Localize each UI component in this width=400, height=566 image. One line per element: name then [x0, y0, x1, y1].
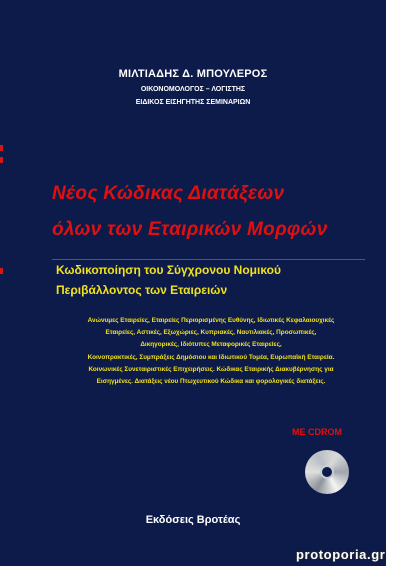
red-edge-marker	[0, 145, 3, 151]
red-edge-marker	[0, 157, 3, 163]
divider-line	[52, 259, 365, 260]
book-title-line-2: όλων των Εταιρικών Μορφών	[52, 219, 328, 240]
cd-disc-icon	[305, 450, 349, 494]
description-line: Κοινοπρακτικές, Συμπράξεις Δημόσιου και Ιδιωτικού Τομέα, Ευρωπαϊκή Εταιρεία.	[87, 353, 335, 361]
publisher-name: Εκδόσεις Βροτέας	[145, 514, 241, 526]
description-line: Ανώνυμες Εταιρείες, Εταιρείες Περιορισμένης Ευθύνης, Ιδιωτικές Κεφαλαιουχικές	[87, 317, 335, 324]
subtitle-line-1: Κωδικοποίηση του Σύγχρονου Νομικού	[56, 263, 281, 277]
cover-edge	[386, 0, 400, 566]
cdrom-label: ΜΕ CDROM	[292, 427, 342, 437]
author-profession: ΟΙΚΟΝΟΜΟΛΟΓΟΣ – ΛΟΓΙΣΤΗΣ	[140, 86, 246, 93]
description-line: Δικηγορικές, Ιδιότυπες Μεταφορικές Εταιρείες,	[140, 341, 282, 349]
author-role: ΕΙΔΙΚΟΣ ΕΙΣΗΓΗΤΗΣ ΣΕΜΙΝΑΡΙΩΝ	[135, 99, 251, 106]
red-edge-marker	[0, 268, 3, 274]
description-line: Εταιρείες, Αστικές, Εξωχώριες, Κυπριακές, Ναυτιλιακές, Προσωπικές,	[105, 329, 317, 337]
description-line: Κοινωνικές Συνεταιριστικές Επιχειρήσεις. Κώδικας Εταιρικής Διακυβέρνησης για	[88, 365, 334, 373]
subtitle-line-2: Περιβάλλοντος των Εταιρειών	[56, 283, 228, 297]
book-title-line-1: Νέος Κώδικας Διατάξεων	[52, 183, 285, 204]
site-watermark: protoporia.gr	[296, 547, 386, 562]
author-name: ΜΙΛΤΙΑΔΗΣ Δ. ΜΠΟΥΛΕΡΟΣ	[118, 68, 268, 80]
cd-disc-hole	[322, 467, 332, 477]
description-line: Εισηγμένες. Διατάξεις νέου Πτωχευτικού Κώδικα και φορολογικές διατάξεις.	[96, 378, 326, 386]
contents-description	[52, 315, 370, 388]
